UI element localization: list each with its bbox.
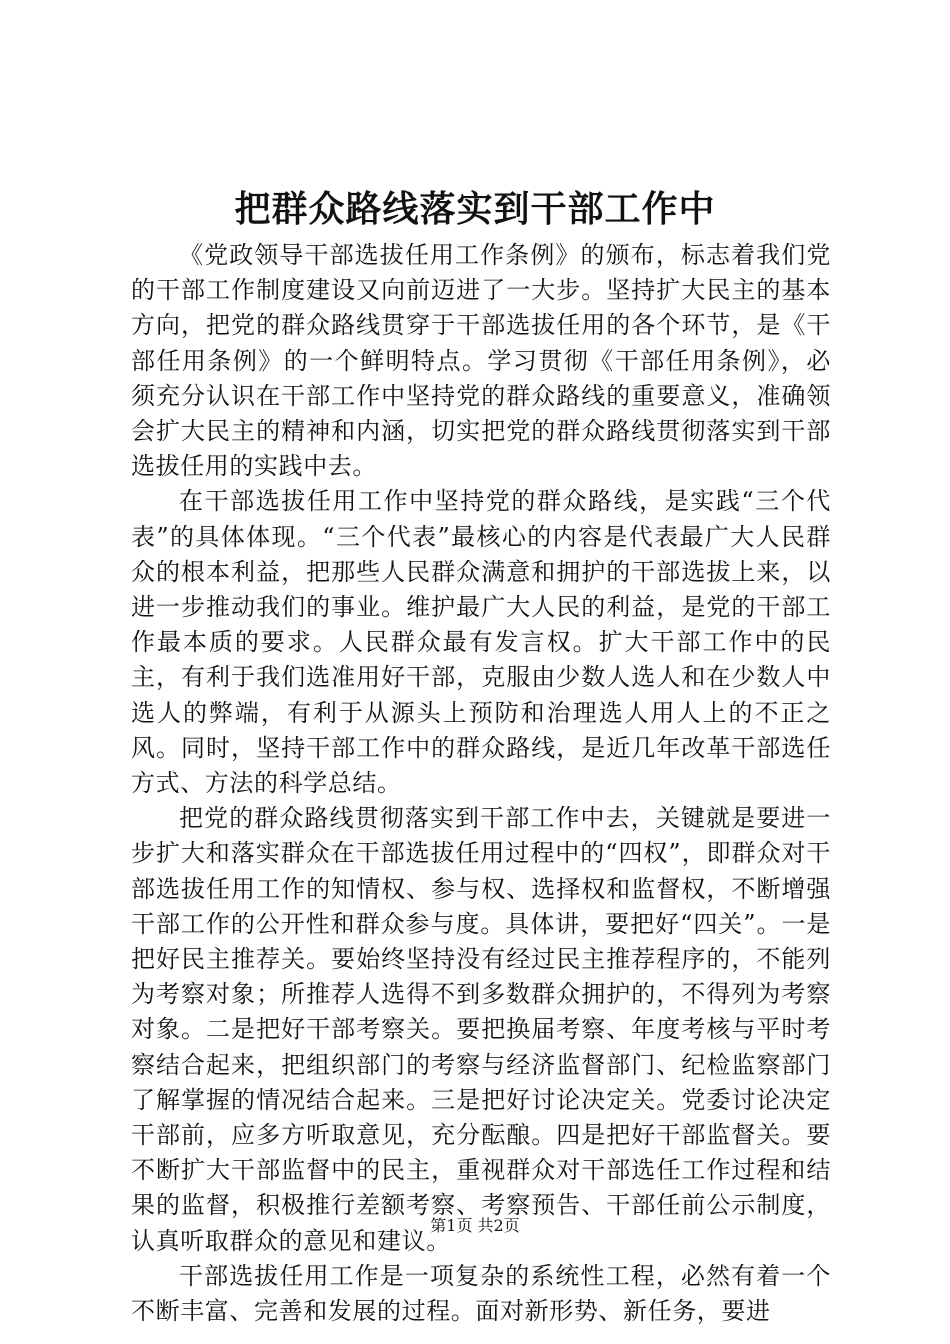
page-number-footer: 第1页 共2页 [430, 1216, 520, 1235]
document-title: 把群众路线落实到干部工作中 [234, 188, 716, 230]
paragraph-1: 《党政领导干部选拔任用工作条例》的颁布，标志着我们党的干部工作制度建设又向前迈进了一大步。坚持扩大民主的基本方向，把党的群众路线贯穿于干部选拔任用的各个环节，是《干部任用条例》的一个鲜明特点。学习贯彻《干部任用条例》，必须充分认识在干部工作中坚持党的群众路线的重要意义，准确领会扩大民主的精神和内涵，切实把党的群众路线贯彻落实到干部选拔任用的实践中去。 [131, 241, 831, 481]
document-body [131, 238, 831, 1329]
paragraph-4: 干部选拔任用工作是一项复杂的系统性工程，必然有着一个不断丰富、完善和发展的过程。面对新形势、新任务，要进 [131, 1261, 831, 1326]
paragraph-2: 在干部选拔任用工作中坚持党的群众路线，是实践“三个代表”的具体体现。“三个代表”最核心的内容是代表最广大人民群众的根本利益，把那些人民群众满意和拥护的干部选拔上来，以进一步推动我们的事业。维护最广大人民的利益，是党的干部工作最本质的要求。人民群众最有发言权。扩大干部工作中的民主，有利于我们选准用好干部，克服由少数人选人和在少数人中选人的弊端，有利于从源头上预防和治理选人用人上的不正之风。同时，坚持干部工作中的群众路线，是近几年改革干部选任方式、方法的科学总结。 [131, 487, 831, 798]
paragraph-3: 把党的群众路线贯彻落实到干部工作中去，关键就是要进一步扩大和落实群众在干部选拔任用过程中的“四权”，即群众对干部选拔任用工作的知情权、参与权、选择权和监督权，不断增强干部工作的公开性和群众参与度。具体讲，要把好“四关”。一是把好民主推荐关。要始终坚持没有经过民主推荐程序的，不能列为考察对象；所推荐人选得不到多数群众拥护的，不得列为考察对象。二是把好干部考察关。要把换届考察、年度考核与平时考察结合起来，把组织部门的考察与经济监督部门、纪检监察部门了解掌握的情况结合起来。三是把好讨论决定关。党委讨论决定干部前，应多方听取意见，充分酝酿。四是把好干部监督关。要不断扩大干部监督中的民主，重视群众对干部选任工作过程和结果的监督，积极推行差额考察、考察预告、干部任前公示制度，认真听取群众的意见和建议。 [131, 804, 831, 1255]
